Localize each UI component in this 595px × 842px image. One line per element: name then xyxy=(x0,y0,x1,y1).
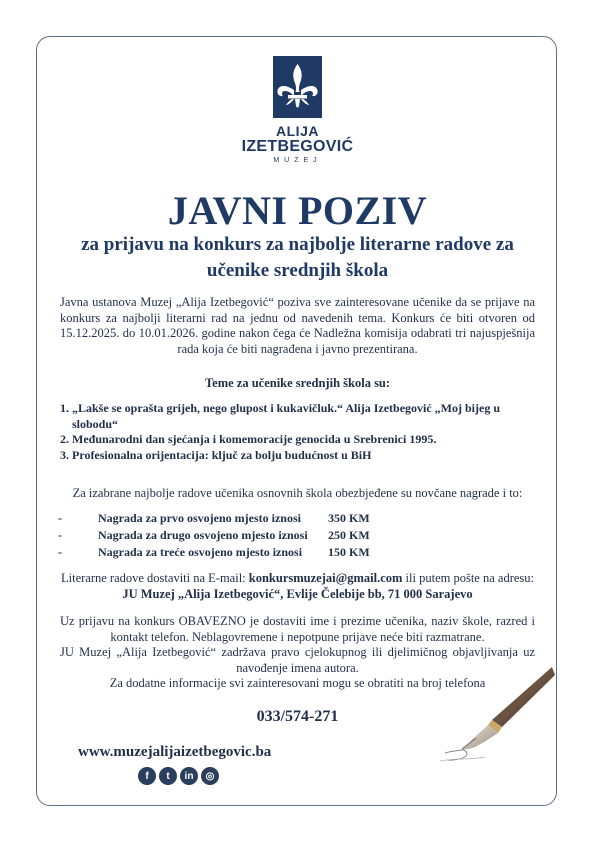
note-publication-rights: JU Muzej „Alija Izetbegović“ zadržava pravo cjelokupnog ili djelimičnog objavljivanja uz navođenje imena autora. xyxy=(60,645,535,675)
topic-item: 3. Profesionalna orijentacija: ključ za bolju budućnost u BiH xyxy=(60,447,372,462)
submission-address: JU Muzej „Alija Izetbegović“, Evlije Čelebije bb, 71 000 Sarajevo xyxy=(122,586,473,601)
intro-paragraph: Javna ustanova Muzej „Alija Izetbegović“ poziva sve zainteresovane učenike da se prijave na konkurs za najbolji literarni rad na jednu od navedenih tema. Konkurs će biti otvoren od 15.12.2025. do 10.01.2026. godine nakon čega će Nadležna komisija odabrati tri najuspješnija rada koja će biti nagrađena i javno prezentirana. xyxy=(60,295,535,356)
award-amount: 350 KM xyxy=(328,511,370,525)
fountain-pen-icon xyxy=(440,665,555,770)
page-title: JAVNI POZIV xyxy=(167,188,428,233)
social-icons xyxy=(138,767,219,785)
logo-line-muzej: MUZEJ xyxy=(273,157,322,164)
awards-list xyxy=(58,510,370,561)
submission-info xyxy=(60,571,535,602)
submission-text: ili putem pošte na adresu: xyxy=(402,571,534,585)
fleur-de-lis-logo xyxy=(273,56,322,118)
logo-line-izetbegovic: IZETBEGOVIĆ xyxy=(241,138,354,155)
topics-heading: Teme za učenike srednjih škola su: xyxy=(204,376,391,390)
award-dash: - xyxy=(58,545,62,559)
topics-list xyxy=(60,401,540,463)
facebook-icon[interactable]: f xyxy=(138,767,156,785)
topic-item: 1. „Lakše se oprašta grijeh, nego glupost i kukavičluk.“ Alija Izetbegović „Moj bijeg u slobodu“ xyxy=(60,401,501,431)
award-dash: - xyxy=(58,511,62,525)
logo-line-alija: ALIJA xyxy=(276,123,319,139)
award-label: Nagrada za treće osvojeno mjesto iznosi xyxy=(98,545,303,559)
page-subtitle: za prijavu na konkurs za najbolje literarne radove za učenike srednjih škola xyxy=(81,234,514,281)
submission-email[interactable]: konkursmuzejai@gmail.com xyxy=(248,571,403,585)
awards-intro: Za izabrane najbolje radove učenika osnovnih škola obezbjeđene su novčane nagrade i to: xyxy=(72,486,523,500)
award-label: Nagrada za drugo osvojeno mjesto iznosi xyxy=(98,528,308,542)
note-requirements: Uz prijavu na konkurs OBAVEZNO je dostaviti ime i prezime učenika, naziv škole, razred i kontakt telefon. Neblagovremene i nepotpune prijave neće biti razmatrane. xyxy=(60,614,535,644)
award-dash: - xyxy=(58,528,62,542)
fleur-de-lis-icon xyxy=(273,56,322,118)
topic-item: 2. Međunarodni dan sjećanja i komemoracije genocida u Srebrenici 1995. xyxy=(60,432,437,446)
award-row xyxy=(58,544,370,561)
award-label: Nagrada za prvo osvojeno mjesto iznosi xyxy=(98,511,301,525)
note-contact: Za dodatne informacije svi zainteresovani mogu se obratiti na broj telefona xyxy=(109,676,486,690)
linkedin-icon[interactable]: in xyxy=(180,767,198,785)
award-amount: 150 KM xyxy=(328,545,370,559)
website-link[interactable]: www.muzejalijaizetbegovic.ba xyxy=(78,744,272,760)
award-row xyxy=(58,510,370,527)
award-amount: 250 KM xyxy=(328,528,370,542)
twitter-icon[interactable]: t xyxy=(159,767,177,785)
award-row xyxy=(58,527,370,544)
phone-number[interactable]: 033/574-271 xyxy=(256,708,339,725)
submission-text: Literarne radove dostaviti na E-mail: xyxy=(61,571,249,585)
instagram-icon[interactable]: ◎ xyxy=(201,767,219,785)
